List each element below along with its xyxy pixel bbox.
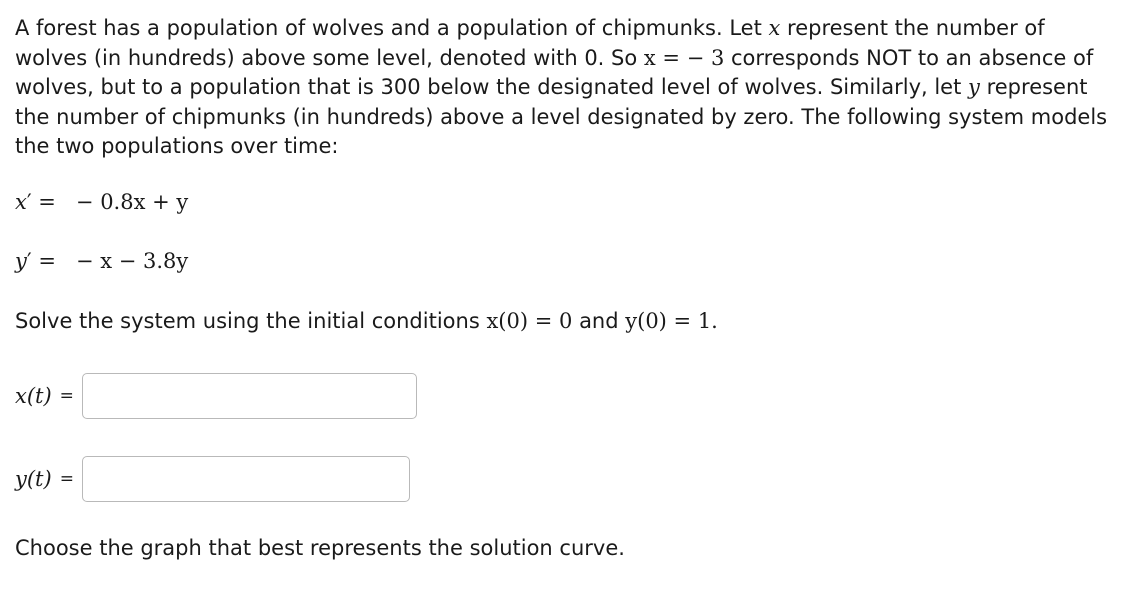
variable-y: y <box>968 75 980 99</box>
problem-text-2: represent the number of wolves (in hundreds) above some level, denoted with 0. So <box>15 16 1045 70</box>
x-of-t-label: x(t) <box>15 384 52 408</box>
and-word: and <box>579 309 619 333</box>
problem-text-3: corresponds NOT to an absence of wolves, but to a population that is 300 below the designated level of wolves. Similarly, let <box>15 45 1094 99</box>
variable-x: x <box>768 16 781 40</box>
answer-row-y <box>15 456 410 502</box>
condition-x0: x(0) = 0 <box>486 309 573 333</box>
x-equals-sign: = <box>59 386 74 406</box>
problem-statement <box>15 14 1120 162</box>
answer-row-x <box>15 373 417 419</box>
x-of-t-input[interactable] <box>82 373 417 419</box>
y-equals-sign: = <box>59 469 74 489</box>
problem-text-1: A forest has a population of wolves and a population of chipmunks. Let <box>15 16 762 40</box>
initial-conditions-text <box>15 309 718 333</box>
choose-graph-prompt: Choose the graph that best represents the solution curve. <box>15 536 625 560</box>
y-of-t-input[interactable] <box>82 456 410 502</box>
condition-y0: y(0) = 1. <box>625 309 718 333</box>
x-equals-minus-three: x = − 3 <box>643 45 725 70</box>
equation-y-prime: y′ = − x − 3.8y <box>15 249 189 273</box>
y-of-t-label: y(t) <box>15 467 52 491</box>
equation-x-prime: x′ = − 0.8x + y <box>15 190 189 214</box>
solve-instruction: Solve the system using the initial conditions <box>15 309 480 333</box>
problem-text-4: represent the number of chipmunks (in hundreds) above a level designated by zero. The following system models the two populations over time: <box>15 75 1108 158</box>
